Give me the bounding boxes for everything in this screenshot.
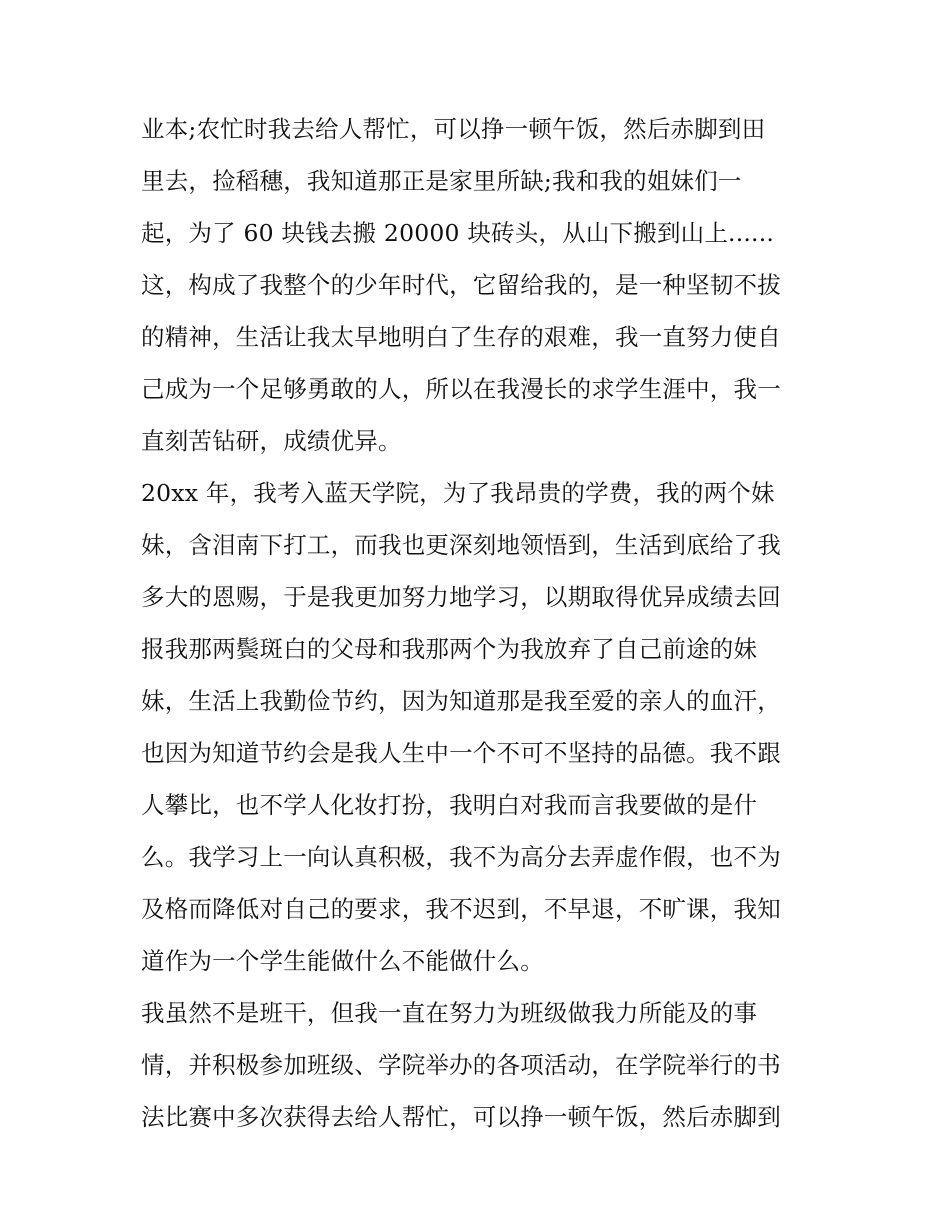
text-line: 己成为一个足够勇敢的人，所以在我漫长的求学生涯中，我一 [141,375,781,403]
text-line: 的精神，生活让我太早地明白了生存的艰难，我一直努力使自 [141,323,781,351]
text-line: 道作为一个学生能做什么不能做什么。 [141,947,544,975]
text-line: 20xx 年，我考入蓝天学院，为了我昂贵的学费，我的两个妹 [141,479,775,507]
text-line: 妹，生活上我勤俭节约，因为知道那是我至爱的亲人的血汗， [141,687,781,715]
text-line: 法比赛中多次获得去给人帮忙，可以挣一顿午饭，然后赤脚到 [141,1103,781,1131]
text-line: 也因为知道节约会是我人生中一个不可不坚持的品德。我不跟 [141,739,781,767]
text-line: 我虽然不是班干，但我一直在努力为班级做我力所能及的事 [141,999,758,1027]
document-body [141,103,821,1143]
text-line: 这，构成了我整个的少年时代，它留给我的，是一种坚韧不拔 [141,271,781,299]
text-line: 及格而降低对自己的要求，我不迟到，不早退，不旷课，我知 [141,895,781,923]
text-line: 情，并积极参加班级、学院举办的各项活动，在学院举行的书 [141,1051,781,1079]
text-line: 报我那两鬓斑白的父母和我那两个为我放弃了自己前途的妹 [141,635,758,663]
text-line: 人攀比，也不学人化妆打扮，我明白对我而言我要做的是什 [141,791,758,819]
text-line: 里去，捡稻穗，我知道那正是家里所缺;我和我的姐妹们一 [141,167,742,195]
text-line: 直刻苦钻研，成绩优异。 [141,427,402,455]
text-line: 多大的恩赐，于是我更加努力地学习，以期取得优异成绩去回 [141,583,781,611]
text-line: 起，为了 60 块钱去搬 20000 块砖头，从山下搬到山上...... [141,219,775,247]
text-line: 业本;农忙时我去给人帮忙，可以挣一顿午饭，然后赤脚到田 [141,115,766,143]
text-line: 么。我学习上一向认真积极，我不为高分去弄虚作假，也不为 [141,843,781,871]
text-line: 妹，含泪南下打工，而我也更深刻地领悟到，生活到底给了我 [141,531,781,559]
